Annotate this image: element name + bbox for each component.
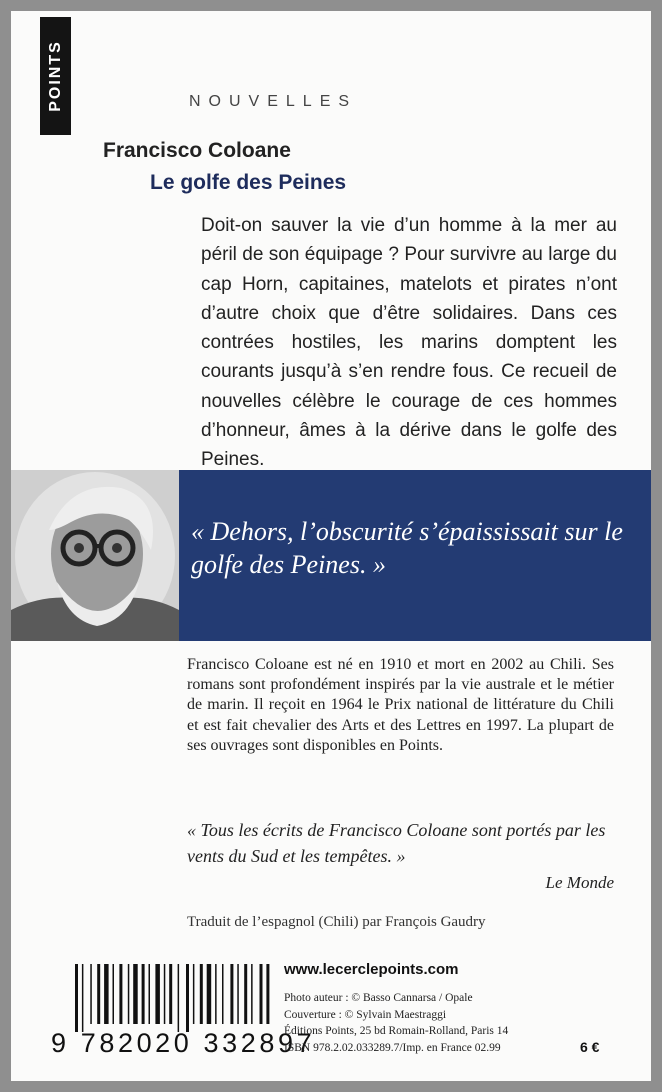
barcode-bar [244, 964, 247, 1024]
barcode-bar [215, 964, 217, 1024]
quote-band [179, 470, 651, 641]
barcode-bar [230, 964, 233, 1024]
credit-line: Éditions Points, 25 bd Romain-Rolland, Paris 14 [284, 1025, 509, 1038]
barcode-bar [178, 964, 180, 1032]
barcode-bar [186, 964, 189, 1032]
barcode-bar [133, 964, 138, 1024]
barcode-bar [155, 964, 160, 1024]
barcode-bar [251, 964, 253, 1024]
barcode [73, 964, 278, 1034]
author-portrait-icon [11, 470, 179, 641]
barcode-bar [142, 964, 145, 1024]
barcode-bar [164, 964, 166, 1024]
barcode-bar [75, 964, 78, 1032]
barcode-bar [200, 964, 203, 1024]
credit-line: ISBN 978.2.02.033289.7/Imp. en France 02.99 [284, 1041, 501, 1054]
featured-quote: « Dehors, l’obscurité s’épaississait sur le golfe des Peines. » [191, 517, 623, 579]
author-photo [11, 470, 179, 641]
points-logo [40, 17, 71, 135]
barcode-bar [97, 964, 100, 1024]
translator-credit: Traduit de l’espagnol (Chili) par François Gaudry [187, 914, 486, 930]
book-title: Le golfe des Peines [150, 171, 347, 194]
points-logo-text: POINTS [46, 40, 64, 112]
credits-block [284, 990, 508, 1056]
author-bio: Francisco Coloane est né en 1910 et mort en 2002 au Chili. Ses romans sont profondément inspirés par la vie australe et le métier de marin. Il reçoit en 1964 le Prix national de littérature du Chili et est fait chevalier des Arts et des Lettres en 1997. La plupart de ses ouvrages sont disponibles en Points. [187, 656, 614, 754]
barcode-bar [237, 964, 239, 1024]
barcode-bar [222, 964, 224, 1024]
genre-label: NOUVELLES [189, 93, 358, 110]
barcode-icon [73, 964, 278, 1034]
barcode-digits: 9 782020 332897 [51, 1028, 316, 1058]
book-back-cover [11, 11, 651, 1081]
barcode-bar [260, 964, 263, 1024]
barcode-bar [113, 964, 115, 1024]
barcode-bar [207, 964, 212, 1024]
press-quote-source: Le Monde [545, 873, 614, 892]
barcode-bar [149, 964, 151, 1024]
barcode-bar [266, 964, 269, 1024]
barcode-bar [128, 964, 130, 1024]
barcode-bar [169, 964, 172, 1024]
blurb-text: Doit-on sauver la vie d’un homme à la mer au péril de son équipage ? Pour survivre au large du cap Horn, capitaines, matelots et pirates n’ont d’autre choix que d’être solidaires. Dans ces contrées hostiles, les marins domptent les courants jusqu’à s’en rendre fous. Ce recueil de nouvelles célèbre le courage de ces hommes d’honneur, âmes à la dérive dans le golfe des Peines. [201, 215, 617, 471]
press-quote: « Tous les écrits de Francisco Coloane sont portés par les vents du Sud et les tempêtes. » [187, 820, 606, 866]
credit-line: Photo auteur : © Basso Cannarsa / Opale [284, 992, 473, 1004]
barcode-bar [90, 964, 92, 1024]
barcode-bar [104, 964, 109, 1024]
author-name: Francisco Coloane [103, 139, 291, 162]
barcode-bar [193, 964, 195, 1024]
price: 6 € [580, 1039, 600, 1055]
barcode-bar [82, 964, 84, 1032]
barcode-bar [119, 964, 122, 1024]
credit-line: Couverture : © Sylvain Maestraggi [284, 1008, 447, 1021]
publisher-website[interactable]: www.lecerclepoints.com [284, 961, 459, 978]
